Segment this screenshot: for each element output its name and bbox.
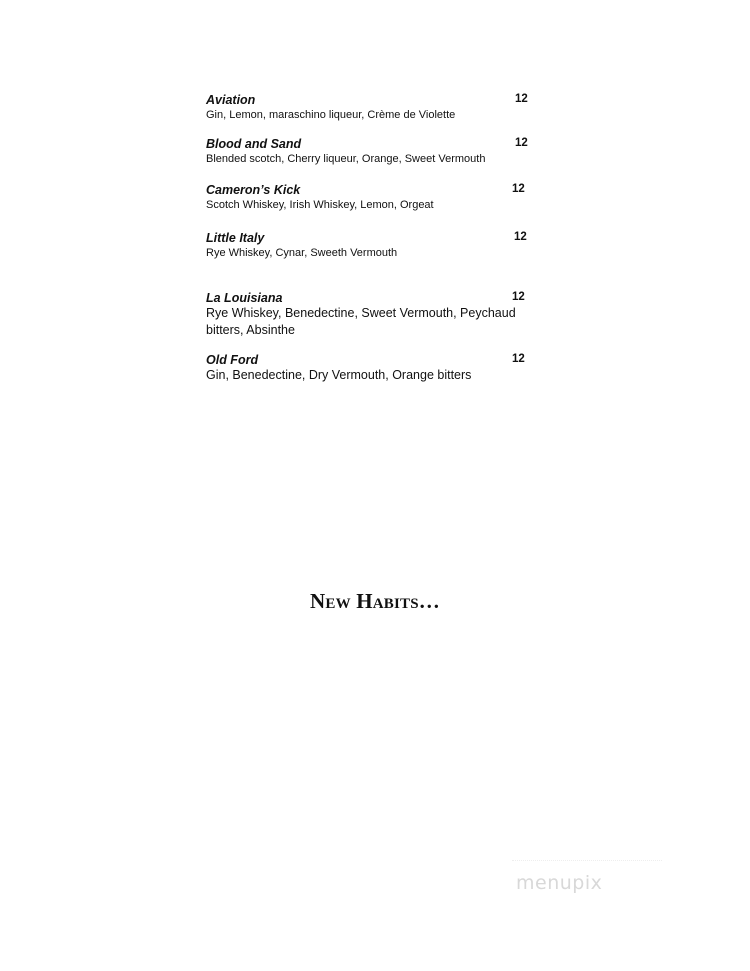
menu-item-description: Scotch Whiskey, Irish Whiskey, Lemon, Orgeat: [206, 199, 434, 211]
menu-item-name: Aviation: [206, 93, 256, 107]
menu-item-price: 12: [512, 353, 525, 365]
menu-item-old-ford: [206, 351, 528, 384]
watermark-divider: [512, 860, 662, 861]
menu-item-header: [206, 229, 528, 245]
section-heading: New Habits…: [310, 589, 440, 613]
menu-item-description: Gin, Benedectine, Dry Vermouth, Orange bitters: [206, 368, 472, 382]
menu-item-price: 12: [512, 183, 525, 195]
menu-item-description: Rye Whiskey, Benedectine, Sweet Vermouth, Peychaud bitters, Absinthe: [206, 306, 516, 337]
menu-item-description: Gin, Lemon, maraschino liqueur, Crème de Violette: [206, 109, 456, 121]
menu-item-price: 12: [512, 291, 525, 303]
menu-item-camerons-kick: [206, 181, 528, 213]
menupix-watermark: menupix: [516, 872, 603, 894]
menu-item-header: [206, 289, 528, 305]
menu-item-blood-and-sand: [206, 135, 528, 167]
menu-item-description: Rye Whiskey, Cynar, Sweeth Vermouth: [206, 247, 398, 259]
menu-item-price: 12: [515, 137, 528, 149]
menu-item-little-italy: [206, 229, 528, 261]
menu-item-la-louisiana: [206, 289, 528, 339]
menu-item-name: Cameron’s Kick: [206, 183, 301, 197]
menu-item-name: Blood and Sand: [206, 137, 302, 151]
menu-item-header: [206, 181, 528, 197]
menu-item-header: [206, 351, 528, 367]
menu-item-name: La Louisiana: [206, 291, 283, 305]
menu-item-price: 12: [515, 93, 528, 105]
menu-item-price: 12: [514, 231, 527, 243]
menu-item-name: Old Ford: [206, 353, 259, 367]
menu-item-description: Blended scotch, Cherry liqueur, Orange, Sweet Vermouth: [206, 153, 486, 165]
menu-item-header: [206, 91, 528, 107]
menu-item-name: Little Italy: [206, 231, 265, 245]
menu-item-aviation: [206, 91, 528, 123]
menu-item-header: [206, 135, 528, 151]
